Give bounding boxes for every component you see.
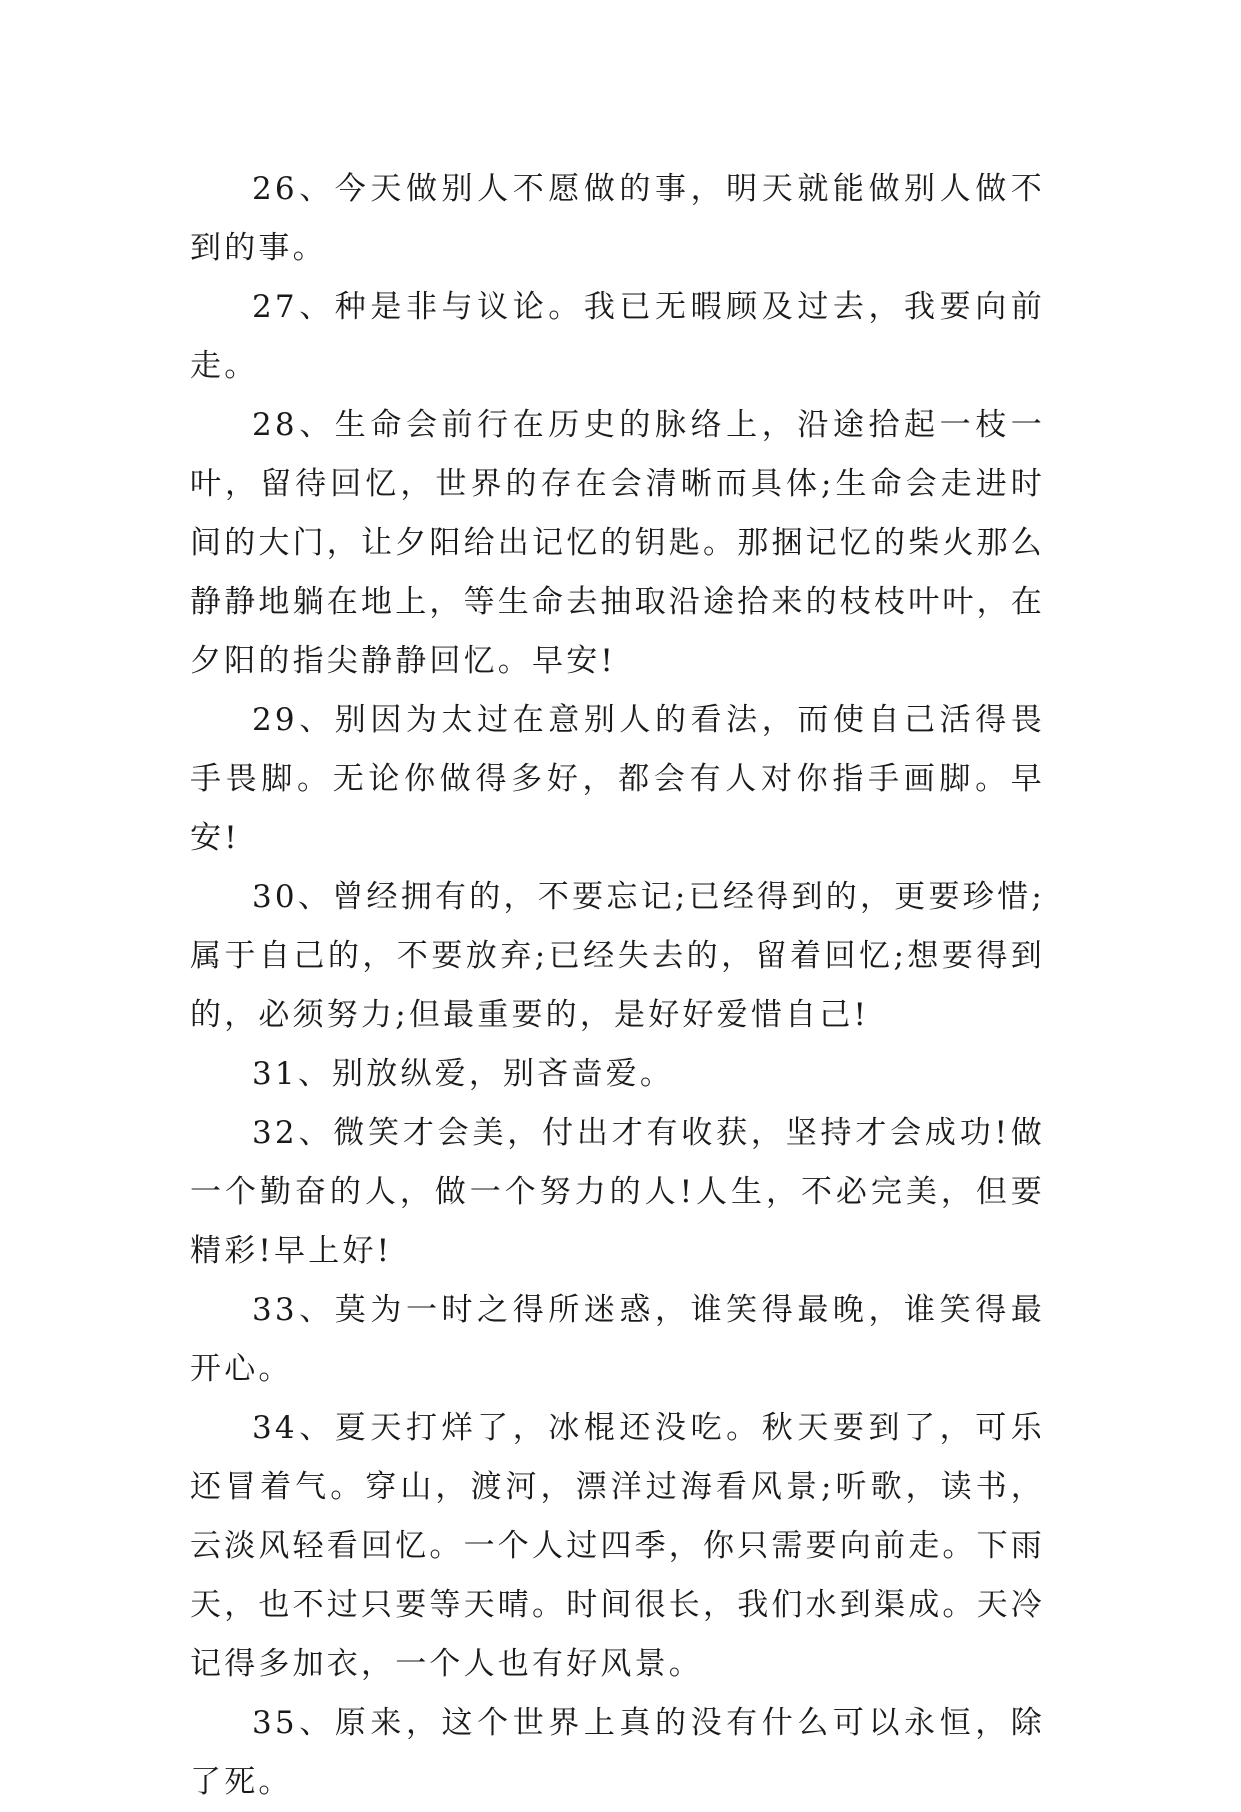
document-body xyxy=(190,160,1045,1812)
paragraph-26: 26、今天做别人不愿做的事，明天就能做别人做不到的事。 xyxy=(190,171,1045,266)
paragraph-33: 33、莫为一时之得所迷惑，谁笑得最晚，谁笑得最开心。 xyxy=(190,1292,1045,1387)
paragraph-35: 35、原来，这个世界上真的没有什么可以永恒，除了死。 xyxy=(190,1705,1045,1800)
paragraph-29: 29、别因为太过在意别人的看法，而使自己活得畏手畏脚。无论你做得多好，都会有人对你指手画脚。早安! xyxy=(190,702,1045,856)
paragraph-28: 28、生命会前行在历史的脉络上，沿途拾起一枝一叶，留待回忆，世界的存在会清晰而具体;生命会走进时间的大门，让夕阳给出记忆的钥匙。那捆记忆的柴火那么静静地躺在地上，等生命去抽取沿途拾来的枝枝叶叶，在夕阳的指尖静静回忆。早安! xyxy=(190,407,1045,679)
paragraph-34: 34、夏天打烊了，冰棍还没吃。秋天要到了，可乐还冒着气。穿山，渡河，漂洋过海看风景;听歌，读书，云淡风轻看回忆。一个人过四季，你只需要向前走。下雨天，也不过只要等天晴。时间很长，我们水到渠成。天冷记得多加衣，一个人也有好风景。 xyxy=(190,1410,1045,1682)
paragraph-27: 27、种是非与议论。我已无暇顾及过去，我要向前走。 xyxy=(190,289,1045,384)
paragraph-32: 32、微笑才会美，付出才有收获，坚持才会成功!做一个勤奋的人，做一个努力的人!人生，不必完美，但要精彩!早上好! xyxy=(190,1115,1045,1269)
paragraph-31: 31、别放纵爱，别吝啬爱。 xyxy=(252,1056,675,1092)
paragraph-30: 30、曾经拥有的，不要忘记;已经得到的，更要珍惜;属于自己的，不要放弃;已经失去的，留着回忆;想要得到的，必须努力;但最重要的，是好好爱惜自己! xyxy=(190,879,1045,1033)
